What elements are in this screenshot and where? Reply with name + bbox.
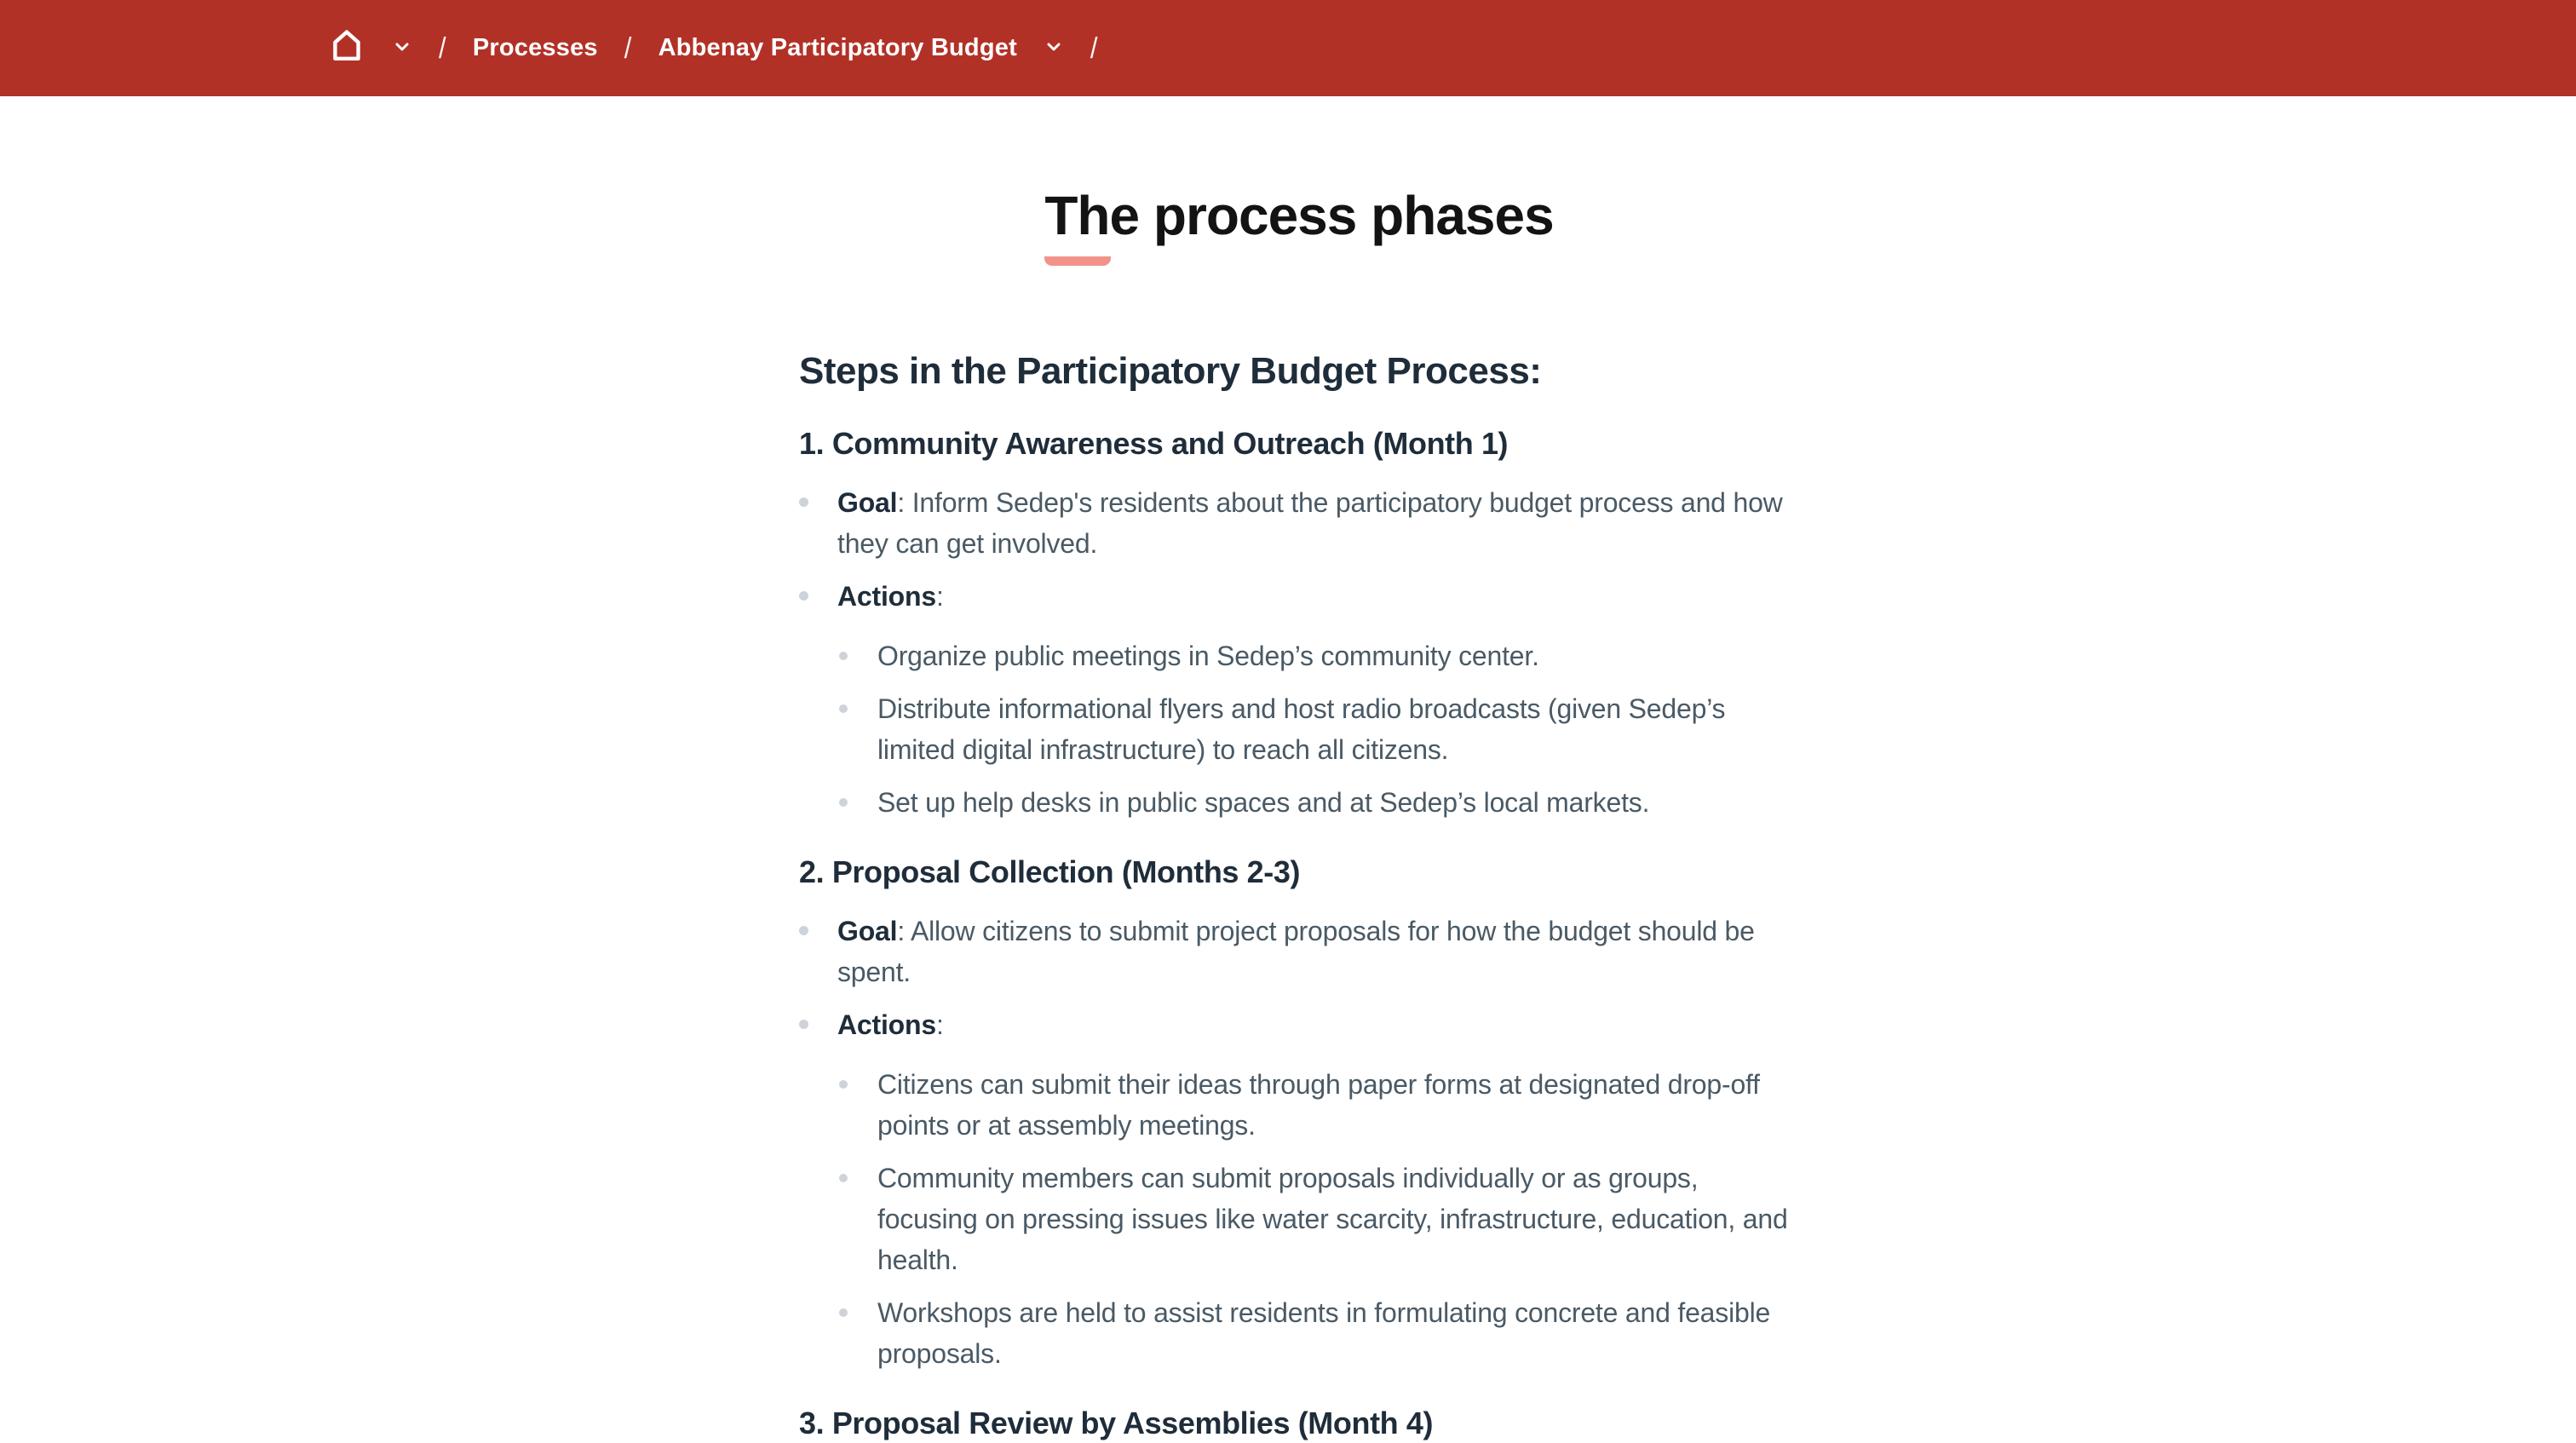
sub-list-item: Distribute informational flyers and host radio broadcasts (given Sedep’s limited digital infrastructure) to reach all citizens. <box>837 688 1799 770</box>
list-item-label: Actions <box>837 581 936 612</box>
breadcrumb-current-process-link[interactable]: Abbenay Participatory Budget <box>658 34 1017 61</box>
breadcrumb-separator: / <box>624 31 632 65</box>
list-item-label: Goal <box>837 487 898 519</box>
page-content <box>0 181 2576 1441</box>
list-item-text: : Inform Sedep's residents about the participatory budget process and how they can get involved. <box>837 487 1783 560</box>
breadcrumb <box>328 26 1098 71</box>
phase-heading: 1. Community Awareness and Outreach (Month 1) <box>799 425 1509 461</box>
top-navbar <box>0 0 2576 96</box>
section-heading: Steps in the Participatory Budget Process: <box>799 349 1542 392</box>
list-item <box>799 911 1799 992</box>
process-dropdown-chevron[interactable] <box>1045 41 1062 55</box>
phase-heading: 3. Proposal Review by Assemblies (Month 4) <box>799 1406 1434 1441</box>
sub-list-item: Set up help desks in public spaces and at Sedep’s local markets. <box>837 782 1799 823</box>
sub-list-item: Citizens can submit their ideas through paper forms at designated drop-off points or at assembly meetings. <box>837 1064 1799 1146</box>
list-item-text: : <box>935 1009 944 1041</box>
home-link[interactable] <box>328 26 365 71</box>
list-item-label: Goal <box>837 916 898 947</box>
home-dropdown-chevron[interactable] <box>394 41 411 55</box>
sub-list-item: Workshops are held to assist residents in formulating concrete and feasible proposals. <box>837 1292 1799 1374</box>
page-title: The process phases <box>1044 185 1554 246</box>
list-item-text: : <box>935 581 944 612</box>
list-item <box>799 1004 1799 1374</box>
home-icon <box>328 26 365 71</box>
chevron-down-icon <box>394 41 411 55</box>
phase-bullet-list <box>799 911 1799 1374</box>
sub-list-item: Community members can submit proposals individually or as groups, focusing on pressing issues like water scarcity, infrastructure, education, and health. <box>837 1158 1799 1280</box>
sub-bullet-list <box>837 1064 1799 1374</box>
sub-bullet-list <box>837 635 1799 823</box>
phase-heading: 2. Proposal Collection (Months 2-3) <box>799 854 1301 890</box>
list-item <box>799 576 1799 823</box>
phases-list <box>799 425 1799 1442</box>
title-accent-underline <box>1044 256 1111 266</box>
list-item-text: : Allow citizens to submit project proposals for how the budget should be spent. <box>837 916 1755 988</box>
title-block <box>799 181 1799 266</box>
list-item <box>799 482 1799 564</box>
sub-list-item: Organize public meetings in Sedep’s community center. <box>837 635 1799 676</box>
breadcrumb-separator: / <box>439 31 446 65</box>
phase-bullet-list <box>799 482 1799 823</box>
breadcrumb-processes-link[interactable]: Processes <box>472 34 598 61</box>
chevron-down-icon <box>1045 41 1062 55</box>
list-item-label: Actions <box>837 1009 936 1041</box>
breadcrumb-separator: / <box>1090 31 1098 65</box>
